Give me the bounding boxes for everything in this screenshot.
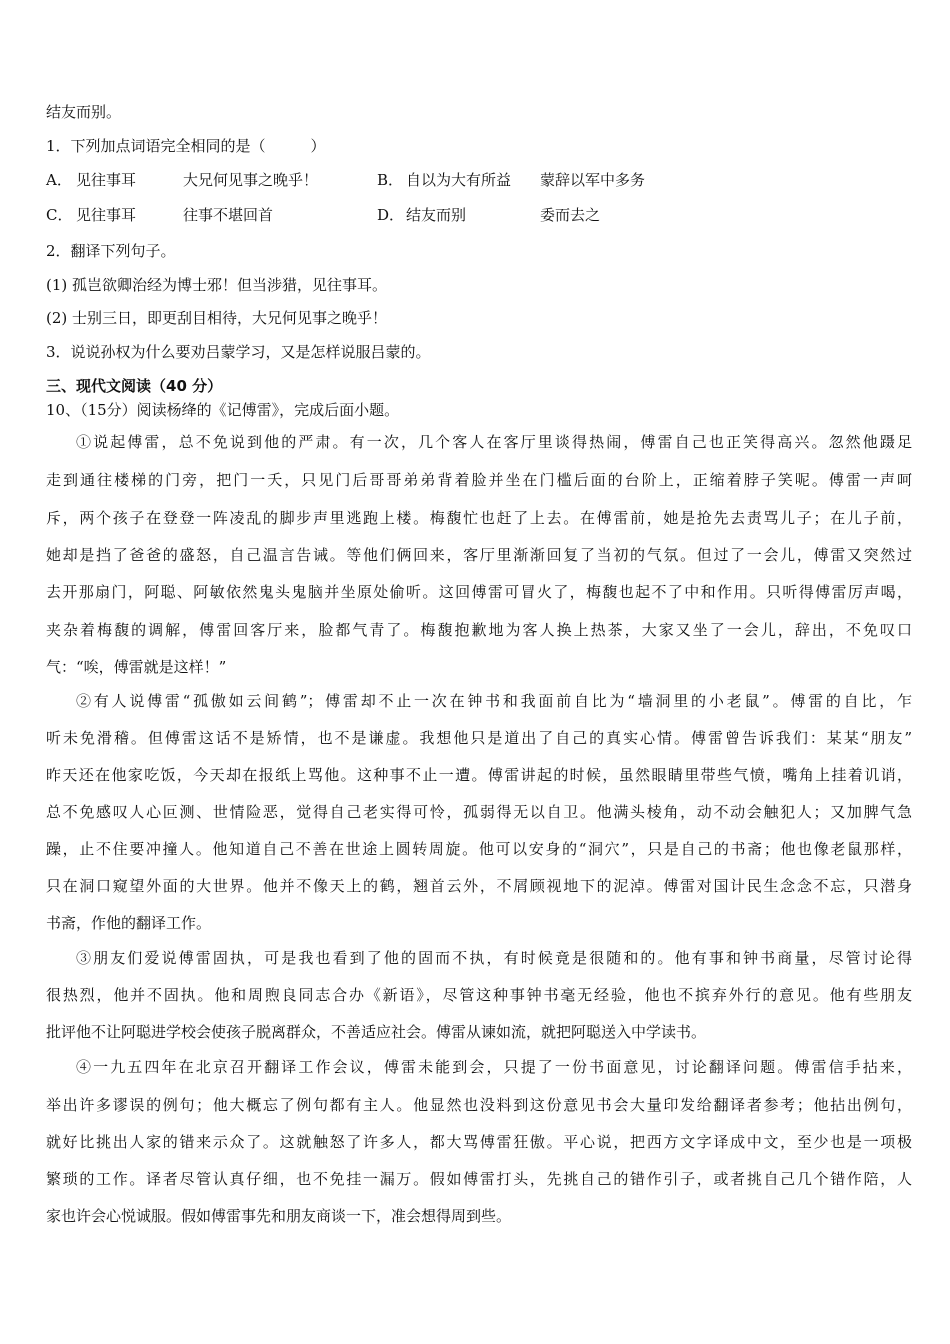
option-a-left: 见往事耳 — [76, 171, 137, 189]
paragraph-3-line: 批评他不让阿聪进学校会使孩子脱离群众，不善适应社会。傅雷从谏如流，就把阿聪送入中学读书。 — [46, 1023, 707, 1041]
paragraph-4-line: 就好比挑出人家的错来示众了。这就触怒了许多人，都大骂傅雷狂傲。平心说，把西方文字译成中文，至少也是一项极 — [46, 1133, 912, 1151]
option-c — [46, 205, 72, 225]
question-10-prompt: 10、（15分）阅读杨绛的《记傅雷》，完成后面小题。 — [46, 401, 400, 419]
question-2-item-1: (1) 孤岂欲卿治经为博士邪！但当涉猎，见往事耳。 — [46, 276, 388, 294]
paragraph-2-line: 昨天还在他家吃饭，今天却在报纸上骂他。这种事不止一遭。傅雷讲起的时候，虽然眼睛里带些气愤，嘴角上挂着讥诮， — [46, 766, 912, 784]
paragraph-4-line: 繁琐的工作。译者尽管认真仔细，也不免挂一漏万。假如傅雷打头，先挑自己的错作引子，或者挑自己几个错作陪，人 — [46, 1170, 912, 1188]
paragraph-4-line: 家也许会心悦诚服。假如傅雷事先和朋友商谈一下，准会想得周到些。 — [46, 1207, 512, 1225]
option-d-right: 委而去之 — [540, 206, 601, 224]
paragraph-2-line: 只在洞口窥望外面的大世界。他并不像天上的鹤，翘首云外，不屑顾视地下的泥淖。傅雷对国计民生念念不忘，只潜身 — [46, 877, 912, 895]
paragraph-2-line: 听未免滑稽。但傅雷这话不是矫情，也不是谦虚。我想他只是道出了自己的真实心情。傅雷曾告诉我们：某某“朋友” — [46, 729, 912, 747]
paragraph-2-line: 书斋，作他的翻译工作。 — [46, 914, 212, 932]
paragraph-2-line: 总不免感叹人心叵测、世情险恶，觉得自己老实得可怜，孤弱得无以自卫。他满头棱角，动不动会触犯人；又加脾气急 — [46, 803, 912, 821]
paragraph-3-line: 很热烈，他并不固执。他和周煦良同志合办《新语》，尽管这种事钟书毫无经验，他也不摈弃外行的意见。他有些朋友 — [46, 986, 912, 1004]
question-3-prompt: 3．说说孙权为什么要劝吕蒙学习，又是怎样说服吕蒙的。 — [46, 343, 431, 361]
paragraph-3-line: ③朋友们爱说傅雷固执，可是我也看到了他的固而不执，有时候竟是很随和的。他有事和钟书商量，尽管讨论得 — [76, 949, 912, 967]
paragraph-4-line: 举出许多谬误的例句；他大概忘了例句都有主人。他显然也没料到这份意见书会大量印发给翻译者参考；他拈出例句， — [46, 1096, 912, 1114]
paragraph-1-line: 夹杂着梅馥的调解，傅雷回客厅来，脸都气青了。梅馥抱歉地为客人换上热茶，大家又坐了一会儿，辞出，不免叹口 — [46, 621, 912, 639]
option-d — [377, 205, 404, 225]
option-letter: A． — [46, 171, 72, 189]
paragraph-1-line: 去开那扇门，阿聪、阿敏依然鬼头鬼脑并坐原处偷听。这回傅雷可冒火了，梅馥也起不了中和作用。只听得傅雷厉声喝， — [46, 583, 912, 601]
option-b-right: 蒙辞以军中多务 — [540, 171, 646, 189]
option-letter: D． — [377, 206, 405, 224]
option-letter: B． — [377, 171, 404, 189]
question-2-prompt: 2．翻译下列句子。 — [46, 242, 176, 260]
section-title: 三、现代文阅读（40 分） — [46, 377, 223, 395]
paragraph-2-line: 躁，止不住要冲撞人。他知道自己不善在世途上圆转周旋。他可以安身的“洞穴”，只是自己的书斋；他也像老鼠那样， — [46, 840, 912, 858]
paragraph-2-line: ②有人说傅雷“孤傲如云间鹤”；傅雷却不止一次在钟书和我面前自比为“墙洞里的小老鼠”。傅雷的自比，乍 — [76, 692, 912, 710]
option-d-left: 结友而别 — [406, 206, 467, 224]
paragraph-1-line: 她却是挡了爸爸的盛怒，自己温言告诫。等他们俩回来，客厅里渐渐回复了当初的气氛。但过了一会儿，傅雷又突然过 — [46, 546, 912, 564]
option-b — [377, 170, 403, 190]
paragraph-4-line: ④一九五四年在北京召开翻译工作会议，傅雷未能到会，只提了一份书面意见，讨论翻译问题。傅雷信手拈来， — [76, 1058, 912, 1076]
top-fragment: 结友而别。 — [46, 103, 122, 121]
paragraph-1-line: 气：“唉，傅雷就是这样！” — [46, 658, 227, 676]
option-c-right: 往事不堪回首 — [183, 206, 274, 224]
option-b-left: 自以为大有所益 — [406, 171, 512, 189]
paragraph-1-line: 走到通往楼梯的门旁，把门一夭，只见门后哥哥弟弟背着脸并坐在门槛后面的台阶上，正缩着脖子笑呢。傅雷一声呵 — [46, 471, 912, 489]
option-a-right: 大兄何见事之晚乎！ — [183, 171, 319, 189]
option-letter: C． — [46, 206, 73, 224]
option-a — [46, 170, 72, 190]
question-1-prompt: 1．下列加点词语完全相同的是（ ） — [46, 137, 326, 155]
question-2-item-2: (2) 士别三日，即更刮目相待，大兄何见事之晚乎！ — [46, 309, 388, 327]
paragraph-1-line: 斥，两个孩子在登登一阵凌乱的脚步声里逃跑上楼。梅馥忙也赶了上去。在傅雷前，她是抢先去责骂儿子；在儿子前， — [46, 509, 912, 527]
paragraph-1-line: ①说起傅雷，总不免说到他的严肃。有一次，几个客人在客厅里谈得热闹，傅雷自己也正笑得高兴。忽然他蹑足 — [76, 433, 912, 451]
option-c-left: 见往事耳 — [76, 206, 137, 224]
